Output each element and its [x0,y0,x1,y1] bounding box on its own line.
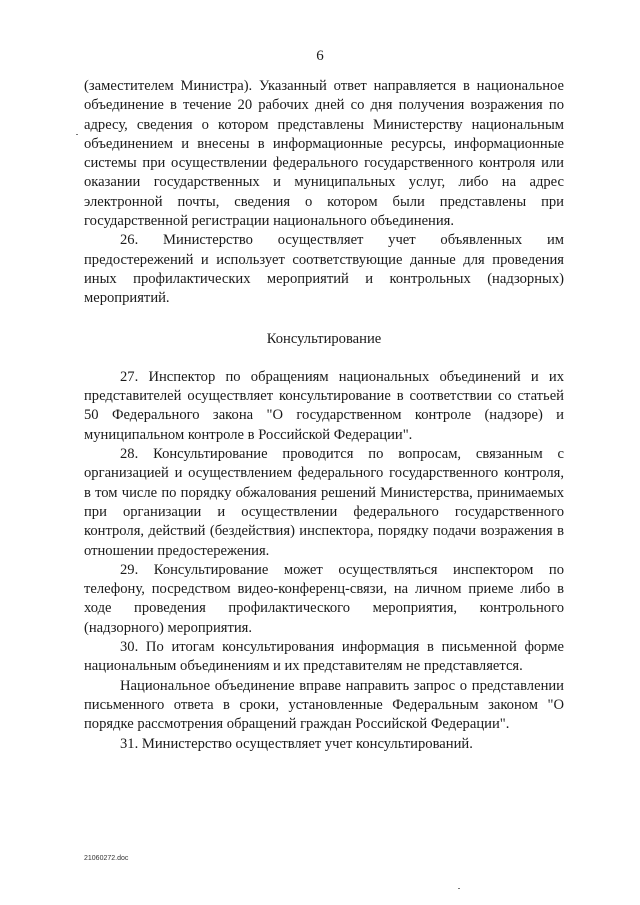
scan-speck-mark [76,134,78,135]
paragraph-26: 26. Министерство осуществляет учет объявленных им предостережений и использует соответствующие данные для проведения иных профилактических мероприятий и контрольных (надзорных) мероприятий. [84,232,564,307]
page-number: 6 [316,48,324,64]
paragraph-31: 31. Министерство осуществляет учет консультирований. [120,735,473,752]
paragraph-30-note: Национальное объединение вправе направить запрос о представлении письменного ответа в сроки, установленные Федеральным законом "О порядке рассмотрения обращений граждан Российской Федерации". [84,677,564,733]
paragraph-29: 29. Консультирование может осуществляться инспектором по телефону, посредством видео-конференц-связи, на личном приеме либо в ходе проведения профилактического мероприятия, контрольного (надзорного) мероприятия. [84,561,564,636]
paragraph-continuation: (заместителем Министра). Указанный ответ направляется в национальное объединение в течение 20 рабочих дней со дня получения возражения по адресу, сведения о котором представлены Министерству национальным объединением и внесены в информационные ресурсы, информационные системы при осуществлении федерального государственного контроля или оказании государственных и муниципальных услуг, либо на адрес электронной почты, сведения о котором были представлены при государственной регистрации национального объединения. [84,78,564,230]
file-code: 21060272.doc [84,855,129,862]
scan-speck-mark [458,888,460,889]
section-heading: Консультирование [266,330,382,347]
paragraph-30: 30. По итогам консультирования информация в письменной форме национальным объединениям и их представителям не представляется. [84,639,564,675]
document-body [84,77,564,754]
paragraph-28: 28. Консультирование проводится по вопросам, связанным с организацией и осуществлением федерального государственного контроля, в том числе по порядку обжалования решений Министерства, принимаемых при организации и осуществлении федерального государственного контроля, действий (бездействия) инспектора, порядку подачи возражения в отношении предостережения. [84,446,564,559]
paragraph-27: 27. Инспектор по обращениям национальных объединений и их представителей осуществляет консультирование в соответствии со статьей 50 Федерального закона "О государственном контроле (надзоре) и муниципальном контроле в Российской Федерации". [84,368,564,443]
